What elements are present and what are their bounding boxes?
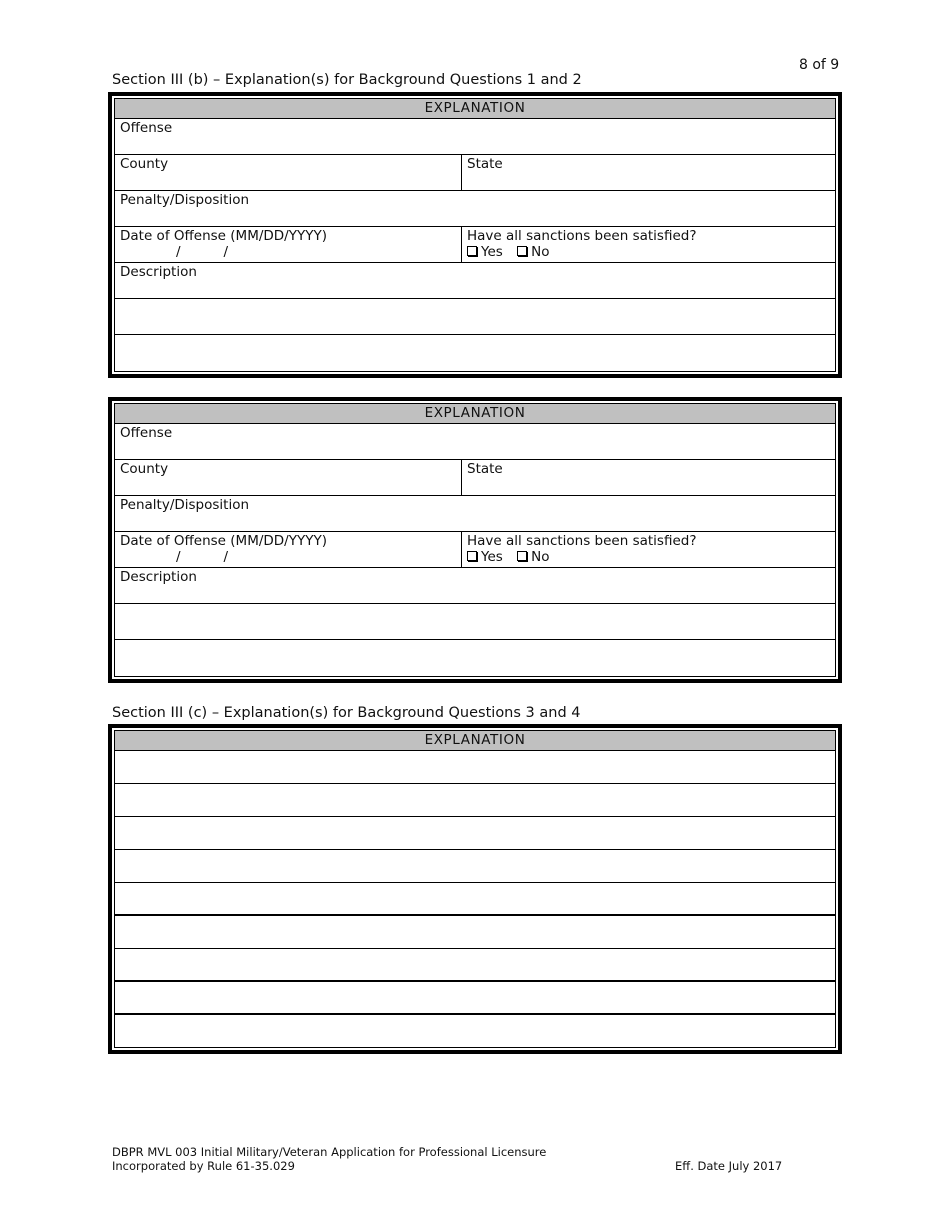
date-label: Date of Offense (MM/DD/YYYY)	[120, 228, 327, 244]
date-of-offense-field[interactable]	[115, 227, 462, 262]
sanctions-label: Have all sanctions been satisfied?	[467, 228, 697, 244]
yes-option[interactable]	[467, 244, 503, 260]
explanation-line[interactable]	[115, 949, 835, 982]
date-slashes: / /	[176, 244, 229, 260]
state-label: State	[467, 156, 503, 172]
explanation-form-3	[108, 724, 842, 1054]
explanation-line[interactable]	[115, 817, 835, 850]
county-field[interactable]	[115, 460, 462, 495]
explanation-form-2	[108, 397, 842, 683]
yes-label: Yes	[481, 244, 503, 260]
date-of-offense-field[interactable]	[115, 532, 462, 567]
penalty-row[interactable]	[115, 191, 835, 227]
page-number: 8 of 9	[799, 57, 840, 73]
description-row[interactable]	[115, 568, 835, 604]
no-checkbox[interactable]	[517, 246, 527, 256]
date-label: Date of Offense (MM/DD/YYYY)	[120, 533, 327, 549]
explanation-line[interactable]	[115, 784, 835, 817]
state-label: State	[467, 461, 503, 477]
state-field[interactable]	[462, 460, 835, 495]
explanation-header: EXPLANATION	[115, 404, 835, 424]
yes-checkbox[interactable]	[467, 246, 477, 256]
no-checkbox[interactable]	[517, 551, 527, 561]
explanation-header: EXPLANATION	[115, 731, 835, 751]
description-line[interactable]	[115, 640, 835, 676]
county-field[interactable]	[115, 155, 462, 190]
description-label: Description	[120, 569, 197, 585]
penalty-label: Penalty/Disposition	[120, 497, 250, 513]
explanation-line[interactable]	[115, 751, 835, 784]
yes-label: Yes	[481, 549, 503, 565]
yes-option[interactable]	[467, 549, 503, 565]
offense-row[interactable]	[115, 424, 835, 460]
footer-form-title: DBPR MVL 003 Initial Military/Veteran Application for Professional Licensure	[112, 1145, 547, 1159]
explanation-line[interactable]	[115, 883, 835, 916]
footer-rule: Incorporated by Rule 61-35.029	[112, 1159, 295, 1173]
explanation-line[interactable]	[115, 850, 835, 883]
date-slashes: / /	[176, 549, 229, 565]
no-label: No	[531, 244, 550, 260]
explanation-form-1	[108, 92, 842, 378]
explanation-header: EXPLANATION	[115, 99, 835, 119]
explanation-line[interactable]	[115, 1015, 835, 1047]
no-option[interactable]	[517, 244, 549, 260]
yes-checkbox[interactable]	[467, 551, 477, 561]
county-label: County	[120, 156, 169, 172]
section-c-heading: Section III (c) – Explanation(s) for Background Questions 3 and 4	[112, 705, 581, 721]
no-label: No	[531, 549, 550, 565]
description-line[interactable]	[115, 299, 835, 335]
offense-label: Offense	[120, 425, 173, 441]
offense-row[interactable]	[115, 119, 835, 155]
penalty-row[interactable]	[115, 496, 835, 532]
explanation-line[interactable]	[115, 916, 835, 949]
description-line[interactable]	[115, 335, 835, 371]
description-label: Description	[120, 264, 197, 280]
penalty-label: Penalty/Disposition	[120, 192, 250, 208]
no-option[interactable]	[517, 549, 549, 565]
sanctions-field	[462, 532, 835, 567]
description-row[interactable]	[115, 263, 835, 299]
footer-eff-date: Eff. Date July 2017	[675, 1159, 783, 1173]
sanctions-label: Have all sanctions been satisfied?	[467, 533, 697, 549]
explanation-line[interactable]	[115, 982, 835, 1015]
description-line[interactable]	[115, 604, 835, 640]
section-b-heading: Section III (b) – Explanation(s) for Background Questions 1 and 2	[112, 72, 582, 88]
county-label: County	[120, 461, 169, 477]
sanctions-field	[462, 227, 835, 262]
offense-label: Offense	[120, 120, 173, 136]
state-field[interactable]	[462, 155, 835, 190]
